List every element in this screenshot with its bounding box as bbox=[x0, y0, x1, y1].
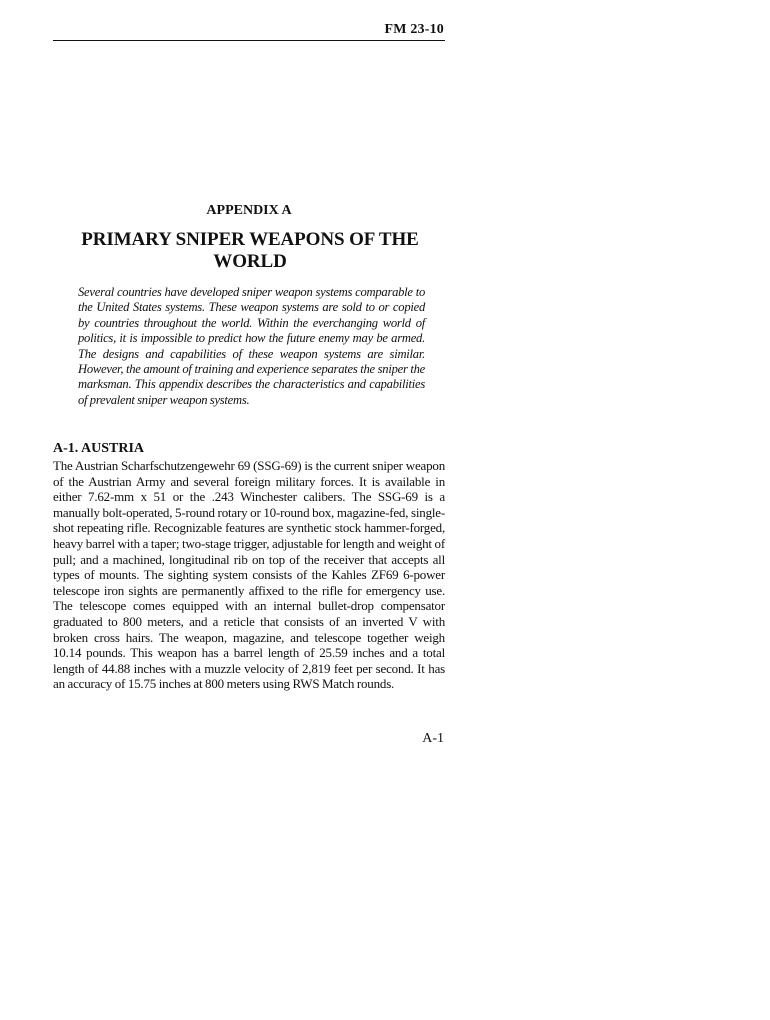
page-title: PRIMARY SNIPER WEAPONS OF THE WORLD bbox=[81, 229, 419, 272]
section-heading: A-1. AUSTRIA bbox=[53, 441, 145, 456]
intro-paragraph: Several countries have developed sniper weapon systems comparable to the United States systems. These weapon systems are sold to or copied by countries throughout the world. Within the everchanging world of politics, it is impossible to predict how the future enemy may be armed. The designs and capabilities of these weapon systems are similar. However, the amount of training and experience separates the sniper the marksman. This appendix describes the characteristics and capabilities of prevalent sniper weapon systems. bbox=[78, 285, 425, 407]
appendix-label: APPENDIX A bbox=[206, 203, 292, 218]
page-number: A-1 bbox=[422, 731, 444, 746]
section-body: The Austrian Scharfschutzengewehr 69 (SSG-69) is the current sniper weapon of the Austrian Army and several foreign military forces. It is available in either 7.62-mm x 51 or the .243 Winchester calibers. The SSG-69 is a manually bolt-operated, 5-round rotary or 10-round box, magazine-fed, single-shot repeating rifle. Recognizable features are synthetic stock hammer-forged, heavy barrel with a taper; two-stage trigger, adjustable for length and weight of pull; and a machined, longitudinal rib on top of the receiver that accepts all types of mounts. The sighting system consists of the Kahles ZF69 6-power telescope iron sights are permanently affixed to the rifle for emergency use. The telescope comes equipped with an internal bullet-drop compensator graduated to 800 meters, and a reticle that consists of an inverted V with broken cross hairs. The weapon, magazine, and telescope together weigh 10.14 pounds. This weapon has a barrel length of 25.59 inches and a total length of 44.88 inches with a muzzle velocity of 2,819 feet per second. It has an accuracy of 15.75 inches at 800 meters using RWS Match rounds. bbox=[53, 458, 445, 692]
manual-id: FM 23-10 bbox=[384, 22, 444, 37]
header-rule bbox=[53, 40, 445, 41]
